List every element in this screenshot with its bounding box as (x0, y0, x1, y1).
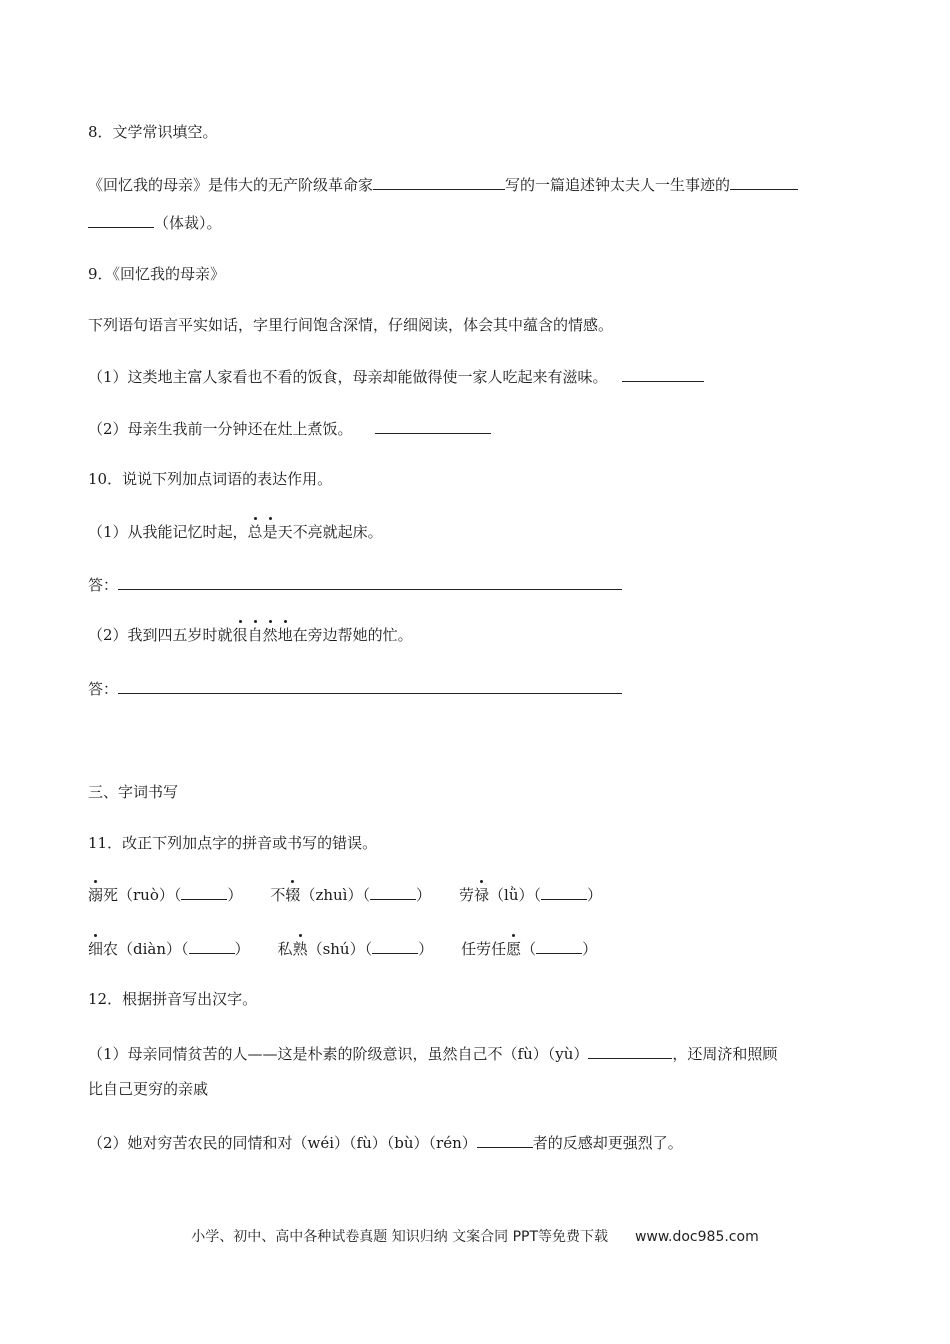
q12-item2-text: （2）她对穷苦农民的同情和对（wéi）（fù）（bù）（rén） (88, 1134, 477, 1152)
answer-blank[interactable] (118, 678, 622, 694)
q12-item1-text: （1）母亲同情贫苦的人——这是朴素的阶级意识，虽然自己不（fù）（yù） (88, 1045, 589, 1063)
q8-text-c: （体裁）。 (154, 214, 222, 232)
emphasis-char: 愿 (506, 940, 522, 958)
answer-label: 答： (88, 576, 119, 594)
q10-item1 (88, 522, 860, 542)
answer-blank[interactable] (181, 884, 227, 900)
emphasis-char: 是 (262, 523, 278, 541)
q8-text-b: 写的一篇追述钟太夫人一生事迹的 (505, 176, 731, 194)
item-text: （shú）（ (307, 940, 373, 958)
footer-text: 小学、初中、高中各种试卷真题 知识归纳 文案合同 PPT等免费下载 (191, 1229, 609, 1245)
q11-row1 (88, 884, 860, 905)
q10-answer2 (88, 678, 860, 699)
q12-item1-text: ，还周济和照顾 (672, 1045, 778, 1063)
q11-title: 11．改正下列加点字的拼音或书写的错误。 (88, 834, 378, 852)
answer-blank[interactable] (370, 884, 416, 900)
q9-item2-text: （2）母亲生我前一分钟还在灶上煮饭。 (88, 420, 353, 438)
pinyin-item (88, 886, 242, 904)
pinyin-item (461, 940, 597, 958)
item-text: 私 (277, 940, 293, 958)
answer-blank[interactable] (375, 418, 491, 434)
answer-blank[interactable] (189, 938, 235, 954)
paren-close: ） (418, 940, 434, 958)
emphasis-char: 地 (277, 626, 293, 644)
pinyin-item (270, 886, 431, 904)
emphasis-char: 自 (247, 626, 263, 644)
answer-blank[interactable] (730, 174, 798, 190)
emphasis-char: 细 (88, 940, 104, 958)
item-text: 任劳任 (461, 940, 507, 958)
answer-blank[interactable] (541, 884, 587, 900)
q11-row2 (88, 938, 860, 959)
answer-blank[interactable] (536, 938, 582, 954)
footer-url[interactable]: www.doc985.com (634, 1229, 759, 1245)
answer-blank[interactable] (373, 174, 505, 190)
q10-answer1 (88, 574, 860, 595)
answer-label: 答： (88, 680, 119, 698)
answer-blank[interactable] (622, 366, 704, 382)
paren-close: ） (415, 886, 431, 904)
q8-line2 (88, 212, 860, 233)
paren-close: ） (234, 940, 250, 958)
q12-item1 (88, 1043, 860, 1064)
q12-item1-cont: 比自己更穷的亲戚 (88, 1080, 209, 1098)
emphasis-char: 溺 (88, 886, 104, 904)
q10-item1-pre: （1）从我能记忆时起， (88, 523, 248, 541)
emphasis-char: 熟 (292, 940, 308, 958)
answer-blank[interactable] (372, 938, 418, 954)
q10-item2-post: 在旁边帮她的忙。 (292, 626, 413, 644)
paren-close: ） (227, 886, 243, 904)
item-text: 不 (270, 886, 286, 904)
q10-title: 10．说说下列加点词语的表达作用。 (88, 470, 333, 488)
answer-blank[interactable] (477, 1132, 533, 1148)
item-text: （lǜ）（ (489, 886, 541, 904)
page-footer (0, 1226, 950, 1246)
q9-title: 9．《回忆我的母亲》 (88, 265, 226, 283)
q9-item1-text: （1）这类地主富人家看也不看的饭食，母亲却能做得使一家人吃起来有滋味。 (88, 368, 608, 386)
item-text: 死（ruò）（ (103, 886, 182, 904)
emphasis-char: 总 (247, 523, 263, 541)
pinyin-item (278, 940, 434, 958)
q12-title: 12．根据拼音写出汉字。 (88, 990, 258, 1008)
q12-item2 (88, 1132, 860, 1153)
paren-close: ） (582, 940, 598, 958)
q8-title: 8．文学常识填空。 (88, 123, 218, 141)
emphasis-char: 然 (262, 626, 278, 644)
q8-text-a: 《回忆我的母亲》是伟大的无产阶级革命家 (88, 176, 374, 194)
q10-item1-post: 天不亮就起床。 (277, 523, 383, 541)
paren-close: ） (586, 886, 602, 904)
q8-line1 (88, 174, 860, 195)
answer-blank[interactable] (88, 212, 154, 228)
emphasis-char: 禄 (474, 886, 490, 904)
q9-item1 (88, 366, 860, 387)
pinyin-item (88, 940, 250, 958)
q10-item2-pre: （2）我到四五岁时就 (88, 626, 233, 644)
section-heading: 三、字词书写 (88, 783, 179, 801)
pinyin-item (459, 886, 602, 904)
q9-item2 (88, 418, 860, 439)
q9-intro: 下列语句语言平实如话，字里行间饱含深情，仔细阅读，体会其中蕴含的情感。 (88, 316, 614, 334)
q10-item2 (88, 625, 860, 645)
answer-blank[interactable] (118, 574, 622, 590)
item-text: （ (521, 940, 537, 958)
item-text: 劳 (458, 886, 474, 904)
q12-item2-text: 者的反感却更强烈了。 (532, 1134, 683, 1152)
answer-blank[interactable] (588, 1043, 672, 1059)
item-text: 农（diàn）（ (103, 940, 189, 958)
item-text: （zhuì）（ (300, 886, 370, 904)
emphasis-char: 辍 (285, 886, 301, 904)
emphasis-char: 很 (232, 626, 248, 644)
